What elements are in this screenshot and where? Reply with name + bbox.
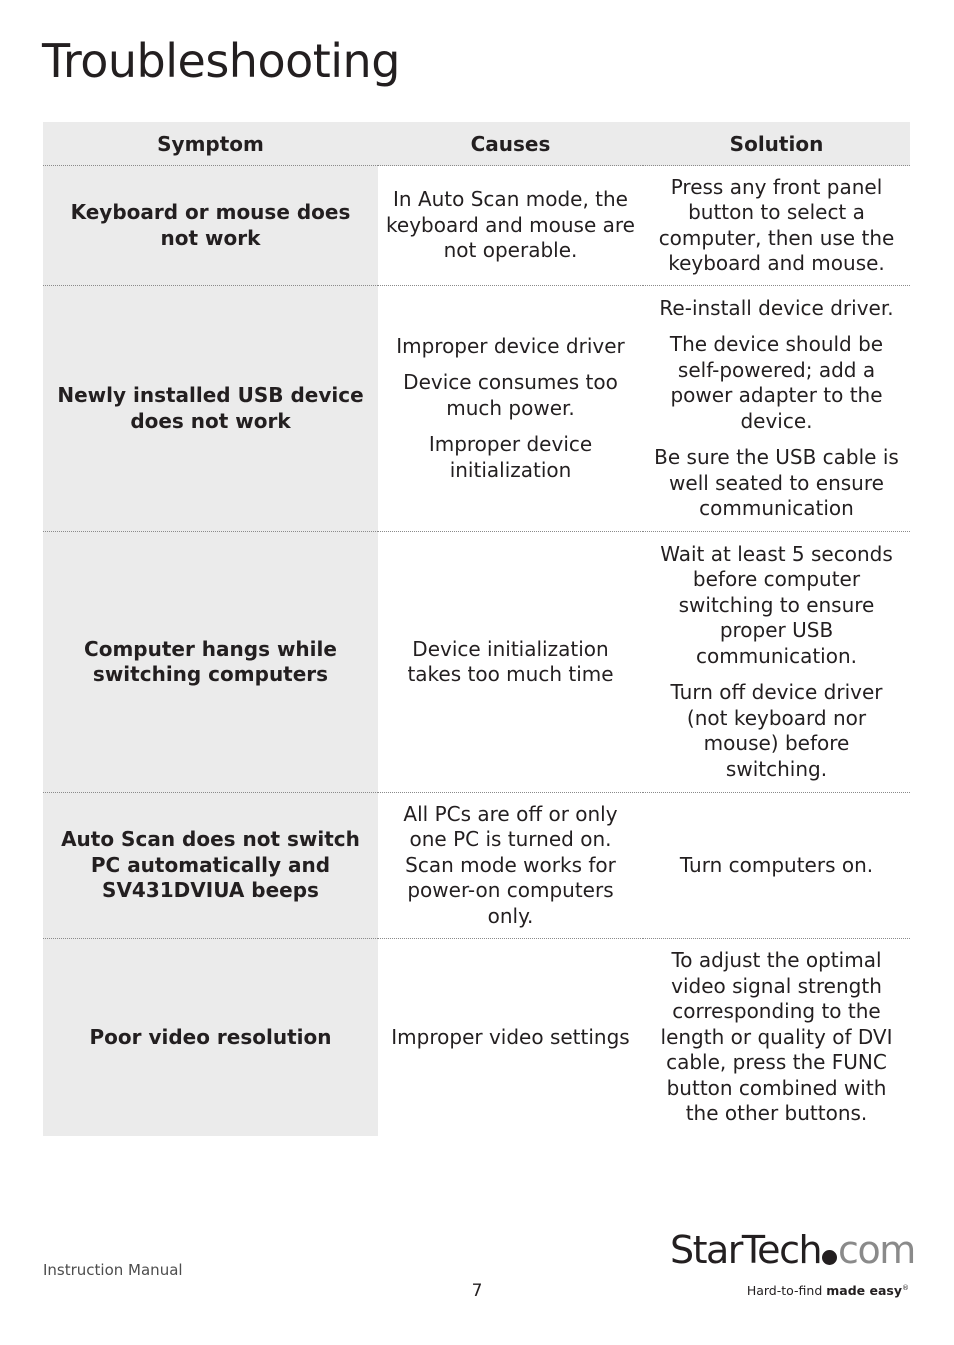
header-symptom: Symptom xyxy=(43,122,378,166)
solution-cell xyxy=(643,532,910,793)
troubleshooting-table xyxy=(43,122,910,1136)
table-row xyxy=(43,793,910,939)
symptom-cell: Computer hangs while switching computers xyxy=(43,532,378,793)
cause-text: Improper video settings xyxy=(391,1024,630,1049)
solution-cell xyxy=(643,286,910,532)
page-title: Troubleshooting xyxy=(42,34,400,88)
header-solution: Solution xyxy=(643,122,910,166)
solution-cell xyxy=(643,793,910,939)
footer-manual-label: Instruction Manual xyxy=(43,1261,183,1279)
symptom-cell: Auto Scan does not switch PC automatically and SV431DVIUA beeps xyxy=(43,793,378,939)
cause-text: Device initialization takes too much time xyxy=(407,636,614,686)
solution-text: The device should be self-powered; add a power adapter to the device. xyxy=(669,332,884,433)
solution-text: Turn off device driver (not keyboard nor mouse) before switching. xyxy=(670,680,883,781)
logo-tagline xyxy=(747,1283,909,1298)
solution-cell xyxy=(643,939,910,1136)
table-header-row xyxy=(43,122,910,166)
logo-word-main: StarTech xyxy=(670,1228,822,1272)
header-causes: Causes xyxy=(378,122,643,166)
causes-cell xyxy=(378,793,643,939)
logo-tagline-bold: made easy xyxy=(826,1283,902,1298)
table-row xyxy=(43,286,910,532)
solution-text: To adjust the optimal video signal strength corresponding to the length or quality of DVI cable, press the FUNC button combined with the other buttons. xyxy=(660,948,893,1125)
solution-text: Press any front panel button to select a computer, then use the keyboard and mouse. xyxy=(658,174,895,275)
symptom-cell: Keyboard or mouse does not work xyxy=(43,166,378,286)
logo-wordmark xyxy=(670,1228,915,1272)
cause-text: Device consumes too much power. xyxy=(403,370,618,420)
solution-cell xyxy=(643,166,910,286)
page-number: 7 xyxy=(471,1281,483,1301)
table-row xyxy=(43,532,910,793)
startech-logo xyxy=(668,1228,913,1308)
cause-text: Improper device driver xyxy=(396,333,625,358)
table-row xyxy=(43,166,910,286)
cause-text: Improper device initialization xyxy=(428,432,593,482)
logo-word-suffix: com xyxy=(838,1228,915,1272)
table-row xyxy=(43,939,910,1136)
logo-registered-mark: ® xyxy=(902,1283,909,1292)
solution-text: Be sure the USB cable is well seated to ensure communication xyxy=(654,445,899,520)
logo-dot-icon xyxy=(822,1250,837,1265)
cause-text: In Auto Scan mode, the keyboard and mouse are not operable. xyxy=(386,187,635,263)
solution-text: Re-install device driver. xyxy=(659,295,894,320)
causes-cell xyxy=(378,939,643,1136)
causes-cell xyxy=(378,532,643,793)
causes-cell xyxy=(378,166,643,286)
symptom-cell: Newly installed USB device does not work xyxy=(43,286,378,532)
solution-text: Turn computers on. xyxy=(679,852,874,877)
causes-cell xyxy=(378,286,643,532)
solution-text: Wait at least 5 seconds before computer switching to ensure proper USB communication. xyxy=(660,541,893,668)
logo-tagline-light: Hard-to-find xyxy=(746,1283,823,1298)
cause-text: All PCs are off or only one PC is turned on. Scan mode works for power-on computers only. xyxy=(403,801,618,928)
symptom-cell: Poor video resolution xyxy=(43,939,378,1136)
